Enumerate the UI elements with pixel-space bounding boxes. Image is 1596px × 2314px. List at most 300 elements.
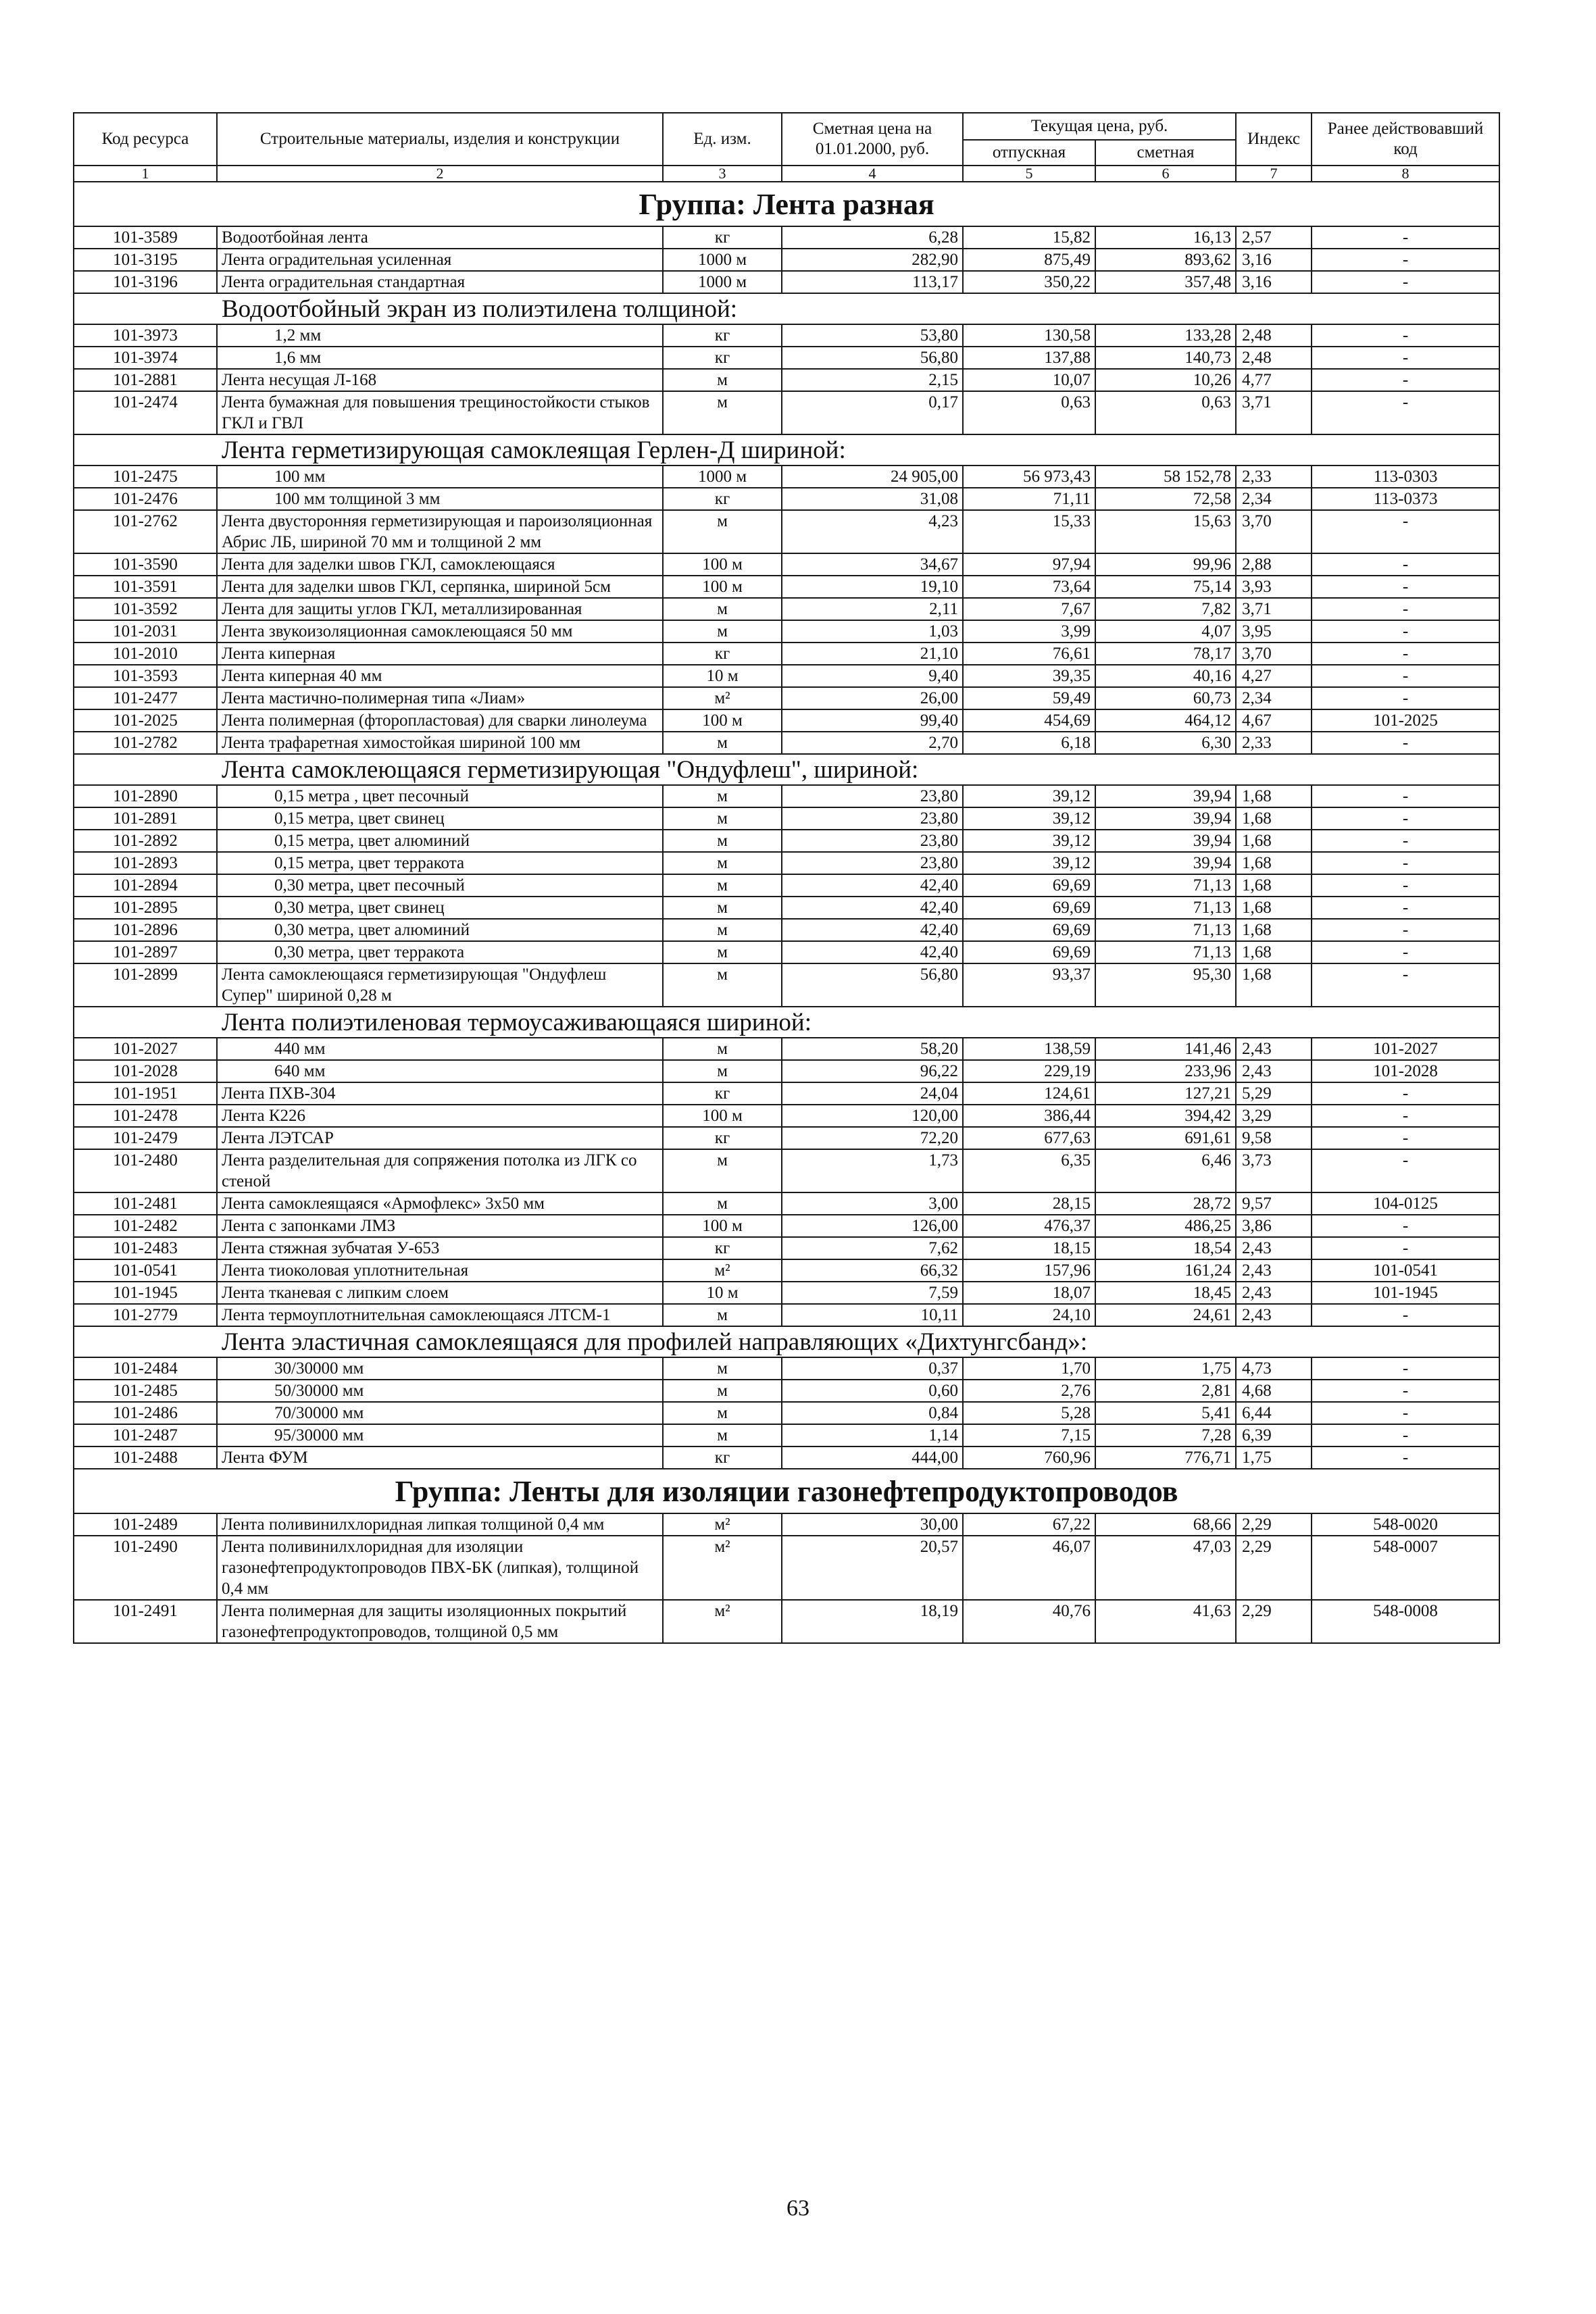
material-name: Лента поливинилхлоридная липкая толщиной 0,4 мм	[217, 1513, 663, 1536]
table-row	[74, 391, 1499, 434]
table-row	[74, 1513, 1499, 1536]
unit-of-measure: кг	[663, 1237, 782, 1259]
previous-code: 101-2027	[1312, 1038, 1499, 1060]
estimate-price: 691,61	[1095, 1127, 1236, 1149]
unit-of-measure: м²	[663, 1259, 782, 1282]
resource-code: 101-2485	[74, 1380, 217, 1402]
column-number: 8	[1312, 166, 1499, 182]
estimate-price: 24,61	[1095, 1304, 1236, 1326]
estimate-price: 18,45	[1095, 1282, 1236, 1304]
resource-code: 101-3593	[74, 665, 217, 687]
table-row	[74, 1149, 1499, 1192]
price-index: 2,43	[1236, 1304, 1312, 1326]
sale-price: 39,35	[963, 665, 1095, 687]
resource-code: 101-2779	[74, 1304, 217, 1326]
price-index: 3,70	[1236, 510, 1312, 553]
previous-code: 113-0303	[1312, 466, 1499, 488]
previous-code: -	[1312, 510, 1499, 553]
group-title: Группа: Ленты для изоляции газонефтепродуктопроводов	[74, 1469, 1499, 1513]
material-name: Лента К226	[217, 1105, 663, 1127]
price-2000: 282,90	[782, 249, 963, 271]
sale-price: 69,69	[963, 874, 1095, 897]
previous-code: 548-0007	[1312, 1536, 1499, 1600]
resource-code: 101-2890	[74, 785, 217, 807]
sale-price: 40,76	[963, 1600, 1095, 1643]
table-row	[74, 226, 1499, 249]
unit-of-measure: кг	[663, 488, 782, 510]
estimate-price: 18,54	[1095, 1237, 1236, 1259]
estimate-price: 39,94	[1095, 785, 1236, 807]
sale-price: 350,22	[963, 271, 1095, 293]
estimate-price: 776,71	[1095, 1447, 1236, 1469]
resource-code: 101-2897	[74, 941, 217, 963]
price-index: 3,70	[1236, 643, 1312, 665]
material-name: 95/30000 мм	[217, 1424, 663, 1447]
price-2000: 0,37	[782, 1357, 963, 1380]
table-row	[74, 807, 1499, 830]
material-name: 50/30000 мм	[217, 1380, 663, 1402]
sale-price: 229,19	[963, 1060, 1095, 1082]
sale-price: 6,18	[963, 732, 1095, 754]
material-name: Лента тканевая с липким слоем	[217, 1282, 663, 1304]
resource-code: 101-2762	[74, 510, 217, 553]
price-2000: 126,00	[782, 1215, 963, 1237]
sale-price: 1,70	[963, 1357, 1095, 1380]
previous-code: -	[1312, 1447, 1499, 1469]
price-2000: 4,23	[782, 510, 963, 553]
unit-of-measure: 100 м	[663, 576, 782, 598]
table-row	[74, 1082, 1499, 1105]
unit-of-measure: м	[663, 1402, 782, 1424]
estimate-price: 72,58	[1095, 488, 1236, 510]
previous-code: -	[1312, 249, 1499, 271]
sale-price: 73,64	[963, 576, 1095, 598]
price-2000: 1,73	[782, 1149, 963, 1192]
sale-price: 59,49	[963, 687, 1095, 709]
material-name: 0,30 метра, цвет терракота	[217, 941, 663, 963]
table-row	[74, 852, 1499, 874]
group-heading-row	[74, 182, 1499, 226]
sale-price: 15,33	[963, 510, 1095, 553]
table-row	[74, 1424, 1499, 1447]
resource-code: 101-2480	[74, 1149, 217, 1192]
subgroup-heading-row	[74, 1326, 1499, 1357]
table-row	[74, 643, 1499, 665]
table-row	[74, 963, 1499, 1007]
sale-price: 18,07	[963, 1282, 1095, 1304]
sale-price: 18,15	[963, 1237, 1095, 1259]
price-index: 1,68	[1236, 874, 1312, 897]
material-name: 0,15 метра, цвет алюминий	[217, 830, 663, 852]
table-row	[74, 830, 1499, 852]
table-row	[74, 941, 1499, 963]
unit-of-measure: м²	[663, 1513, 782, 1536]
price-index: 2,29	[1236, 1600, 1312, 1643]
price-2000: 72,20	[782, 1127, 963, 1149]
price-2000: 6,28	[782, 226, 963, 249]
price-2000: 20,57	[782, 1536, 963, 1600]
price-2000: 26,00	[782, 687, 963, 709]
unit-of-measure: кг	[663, 347, 782, 369]
resource-code: 101-2896	[74, 919, 217, 941]
table-row	[74, 665, 1499, 687]
resource-code: 101-2491	[74, 1600, 217, 1643]
sale-price: 69,69	[963, 919, 1095, 941]
price-index: 6,39	[1236, 1424, 1312, 1447]
price-index: 1,68	[1236, 897, 1312, 919]
estimate-price: 41,63	[1095, 1600, 1236, 1643]
material-name: 0,15 метра, цвет терракота	[217, 852, 663, 874]
previous-code: -	[1312, 1237, 1499, 1259]
price-index: 2,29	[1236, 1536, 1312, 1600]
unit-of-measure: 10 м	[663, 1282, 782, 1304]
resource-code: 101-2028	[74, 1060, 217, 1082]
material-name: Лента разделительная для сопряжения потолка из ЛГК со стеной	[217, 1149, 663, 1192]
previous-code: -	[1312, 897, 1499, 919]
estimate-price: 39,94	[1095, 807, 1236, 830]
price-index: 1,75	[1236, 1447, 1312, 1469]
price-2000: 120,00	[782, 1105, 963, 1127]
material-name: Лента несущая Л-168	[217, 369, 663, 391]
subgroup-heading-row	[74, 293, 1499, 324]
material-name: Лента тиоколовая уплотнительная	[217, 1259, 663, 1282]
previous-code: -	[1312, 598, 1499, 620]
column-number: 7	[1236, 166, 1312, 182]
price-table-sheet	[73, 112, 1499, 1644]
material-name: 70/30000 мм	[217, 1402, 663, 1424]
unit-of-measure: м²	[663, 687, 782, 709]
table-row	[74, 732, 1499, 754]
price-index: 6,44	[1236, 1402, 1312, 1424]
sale-price: 454,69	[963, 709, 1095, 732]
price-table	[73, 112, 1500, 1644]
resource-code: 101-2893	[74, 852, 217, 874]
table-row	[74, 1038, 1499, 1060]
unit-of-measure: м	[663, 620, 782, 643]
table-row	[74, 785, 1499, 807]
resource-code: 101-3590	[74, 553, 217, 576]
sale-price: 476,37	[963, 1215, 1095, 1237]
table-row	[74, 553, 1499, 576]
material-name: 1,2 мм	[217, 324, 663, 347]
price-index: 2,34	[1236, 687, 1312, 709]
subgroup-heading-row	[74, 434, 1499, 466]
unit-of-measure: кг	[663, 226, 782, 249]
unit-of-measure: м	[663, 1060, 782, 1082]
price-index: 1,68	[1236, 785, 1312, 807]
resource-code: 101-2488	[74, 1447, 217, 1469]
price-2000: 0,60	[782, 1380, 963, 1402]
estimate-price: 6,30	[1095, 732, 1236, 754]
price-2000: 7,59	[782, 1282, 963, 1304]
material-name: 0,30 метра, цвет песочный	[217, 874, 663, 897]
price-index: 3,86	[1236, 1215, 1312, 1237]
material-name: Лента ЛЭТСАР	[217, 1127, 663, 1149]
unit-of-measure: 1000 м	[663, 249, 782, 271]
unit-of-measure: м	[663, 1304, 782, 1326]
sale-price: 760,96	[963, 1447, 1095, 1469]
table-row	[74, 1536, 1499, 1600]
table-row	[74, 369, 1499, 391]
material-name: 1,6 мм	[217, 347, 663, 369]
previous-code: -	[1312, 1380, 1499, 1402]
sale-price: 3,99	[963, 620, 1095, 643]
previous-code: -	[1312, 874, 1499, 897]
sale-price: 138,59	[963, 1038, 1095, 1060]
material-name: Лента поливинилхлоридная для изоляции газонефтепродуктопроводов ПВХ-БК (липкая), толщиной 0,4 мм	[217, 1536, 663, 1600]
sale-price: 46,07	[963, 1536, 1095, 1600]
sale-price: 5,28	[963, 1402, 1095, 1424]
table-row	[74, 919, 1499, 941]
estimate-price: 39,94	[1095, 830, 1236, 852]
price-2000: 2,15	[782, 369, 963, 391]
previous-code: -	[1312, 369, 1499, 391]
sale-price: 7,15	[963, 1424, 1095, 1447]
resource-code: 101-3592	[74, 598, 217, 620]
price-2000: 56,80	[782, 347, 963, 369]
estimate-price: 6,46	[1095, 1149, 1236, 1192]
resource-code: 101-3591	[74, 576, 217, 598]
sale-price: 386,44	[963, 1105, 1095, 1127]
resource-code: 101-2484	[74, 1357, 217, 1380]
resource-code: 101-2895	[74, 897, 217, 919]
material-name: Лента для заделки швов ГКЛ, серпянка, шириной 5см	[217, 576, 663, 598]
previous-code: -	[1312, 576, 1499, 598]
sale-price: 875,49	[963, 249, 1095, 271]
material-name: Лента полимерная для защиты изоляционных покрытий газонефтепродуктопроводов, толщиной 0,5 мм	[217, 1600, 663, 1643]
price-index: 4,27	[1236, 665, 1312, 687]
sale-price: 2,76	[963, 1380, 1095, 1402]
resource-code: 101-2891	[74, 807, 217, 830]
price-2000: 18,19	[782, 1600, 963, 1643]
estimate-price: 893,62	[1095, 249, 1236, 271]
previous-code: -	[1312, 1105, 1499, 1127]
price-index: 2,43	[1236, 1259, 1312, 1282]
resource-code: 101-0541	[74, 1259, 217, 1282]
estimate-price: 486,25	[1095, 1215, 1236, 1237]
unit-of-measure: 1000 м	[663, 466, 782, 488]
sale-price: 39,12	[963, 807, 1095, 830]
estimate-price: 99,96	[1095, 553, 1236, 576]
previous-code: -	[1312, 830, 1499, 852]
material-name: 100 мм	[217, 466, 663, 488]
header-sale-price: отпускная	[963, 140, 1095, 166]
subgroup-title: Лента самоклеющаяся герметизирующая "Ондуфлеш", шириной:	[74, 754, 1499, 785]
unit-of-measure: м	[663, 369, 782, 391]
sale-price: 7,67	[963, 598, 1095, 620]
estimate-price: 39,94	[1095, 852, 1236, 874]
unit-of-measure: м	[663, 510, 782, 553]
material-name: 30/30000 мм	[217, 1357, 663, 1380]
resource-code: 101-1951	[74, 1082, 217, 1105]
price-index: 3,16	[1236, 271, 1312, 293]
subgroup-title: Водоотбойный экран из полиэтилена толщиной:	[74, 293, 1499, 324]
table-row	[74, 1259, 1499, 1282]
unit-of-measure: м	[663, 897, 782, 919]
sale-price: 67,22	[963, 1513, 1095, 1536]
resource-code: 101-2782	[74, 732, 217, 754]
sale-price: 124,61	[963, 1082, 1095, 1105]
sale-price: 69,69	[963, 941, 1095, 963]
table-row	[74, 1600, 1499, 1643]
material-name: Лента самоклеющаяся герметизирующая "Ондуфлеш Супер" шириной 0,28 м	[217, 963, 663, 1007]
price-2000: 9,40	[782, 665, 963, 687]
estimate-price: 47,03	[1095, 1536, 1236, 1600]
previous-code: -	[1312, 665, 1499, 687]
previous-code: -	[1312, 643, 1499, 665]
estimate-price: 464,12	[1095, 709, 1236, 732]
price-index: 2,43	[1236, 1038, 1312, 1060]
subgroup-title: Лента герметизирующая самоклеящая Герлен-Д шириной:	[74, 434, 1499, 466]
unit-of-measure: м²	[663, 1536, 782, 1600]
material-name: Лента двусторонняя герметизирующая и пароизоляционная Абрис ЛБ, шириной 70 мм и толщиной 2 мм	[217, 510, 663, 553]
estimate-price: 7,82	[1095, 598, 1236, 620]
price-index: 1,68	[1236, 919, 1312, 941]
price-index: 2,34	[1236, 488, 1312, 510]
price-2000: 56,80	[782, 963, 963, 1007]
unit-of-measure: кг	[663, 1082, 782, 1105]
unit-of-measure: м	[663, 1192, 782, 1215]
header-index: Индекс	[1236, 113, 1312, 166]
price-index: 2,43	[1236, 1237, 1312, 1259]
unit-of-measure: кг	[663, 1447, 782, 1469]
page-number: 63	[787, 2196, 809, 2221]
unit-of-measure: 1000 м	[663, 271, 782, 293]
column-number: 5	[963, 166, 1095, 182]
price-2000: 42,40	[782, 941, 963, 963]
previous-code: -	[1312, 1357, 1499, 1380]
resource-code: 101-2899	[74, 963, 217, 1007]
column-number: 3	[663, 166, 782, 182]
previous-code: -	[1312, 1127, 1499, 1149]
estimate-price: 5,41	[1095, 1402, 1236, 1424]
resource-code: 101-2477	[74, 687, 217, 709]
material-name: 0,15 метра, цвет свинец	[217, 807, 663, 830]
estimate-price: 1,75	[1095, 1357, 1236, 1380]
estimate-price: 133,28	[1095, 324, 1236, 347]
header-previous-code: Ранее действовавший код	[1312, 113, 1499, 166]
price-2000: 1,14	[782, 1424, 963, 1447]
estimate-price: 2,81	[1095, 1380, 1236, 1402]
price-2000: 0,84	[782, 1402, 963, 1424]
table-row	[74, 1192, 1499, 1215]
price-index: 1,68	[1236, 807, 1312, 830]
table-row	[74, 620, 1499, 643]
estimate-price: 15,63	[1095, 510, 1236, 553]
previous-code: 104-0125	[1312, 1192, 1499, 1215]
resource-code: 101-2031	[74, 620, 217, 643]
material-name: 0,30 метра, цвет алюминий	[217, 919, 663, 941]
unit-of-measure: м	[663, 391, 782, 434]
material-name: Лента мастично-полимерная типа «Лиам»	[217, 687, 663, 709]
unit-of-measure: м	[663, 598, 782, 620]
price-2000: 99,40	[782, 709, 963, 732]
price-index: 2,43	[1236, 1060, 1312, 1082]
table-header	[74, 113, 1499, 182]
table-row	[74, 488, 1499, 510]
price-2000: 21,10	[782, 643, 963, 665]
estimate-price: 357,48	[1095, 271, 1236, 293]
table-row	[74, 466, 1499, 488]
resource-code: 101-3973	[74, 324, 217, 347]
previous-code: -	[1312, 807, 1499, 830]
unit-of-measure: 10 м	[663, 665, 782, 687]
previous-code: -	[1312, 1215, 1499, 1237]
material-name: Лента для заделки швов ГКЛ, самоклеющаяся	[217, 553, 663, 576]
previous-code: -	[1312, 785, 1499, 807]
material-name: Лента киперная 40 мм	[217, 665, 663, 687]
price-2000: 58,20	[782, 1038, 963, 1060]
price-index: 2,48	[1236, 324, 1312, 347]
previous-code: -	[1312, 620, 1499, 643]
previous-code: 548-0008	[1312, 1600, 1499, 1643]
subgroup-heading-row	[74, 1007, 1499, 1038]
estimate-price: 7,28	[1095, 1424, 1236, 1447]
table-row	[74, 576, 1499, 598]
price-index: 1,68	[1236, 941, 1312, 963]
resource-code: 101-2892	[74, 830, 217, 852]
estimate-price: 71,13	[1095, 874, 1236, 897]
estimate-price: 78,17	[1095, 643, 1236, 665]
estimate-price: 161,24	[1095, 1259, 1236, 1282]
price-2000: 19,10	[782, 576, 963, 598]
previous-code: 101-2025	[1312, 709, 1499, 732]
price-index: 2,43	[1236, 1282, 1312, 1304]
resource-code: 101-2474	[74, 391, 217, 434]
price-index: 2,48	[1236, 347, 1312, 369]
unit-of-measure: 100 м	[663, 1215, 782, 1237]
resource-code: 101-2881	[74, 369, 217, 391]
unit-of-measure: м	[663, 852, 782, 874]
price-2000: 31,08	[782, 488, 963, 510]
estimate-price: 0,63	[1095, 391, 1236, 434]
table-row	[74, 897, 1499, 919]
price-2000: 42,40	[782, 874, 963, 897]
column-number: 2	[217, 166, 663, 182]
resource-code: 101-1945	[74, 1282, 217, 1304]
unit-of-measure: м	[663, 963, 782, 1007]
table-row	[74, 1282, 1499, 1304]
unit-of-measure: кг	[663, 324, 782, 347]
header-current-price: Текущая цена, руб.	[963, 113, 1236, 140]
material-name: Лента бумажная для повышения трещиностойкости стыков ГКЛ и ГВЛ	[217, 391, 663, 434]
price-2000: 7,62	[782, 1237, 963, 1259]
material-name: Водоотбойная лента	[217, 226, 663, 249]
table-row	[74, 271, 1499, 293]
sale-price: 69,69	[963, 897, 1095, 919]
price-index: 9,58	[1236, 1127, 1312, 1149]
price-2000: 23,80	[782, 852, 963, 874]
estimate-price: 10,26	[1095, 369, 1236, 391]
price-2000: 42,40	[782, 919, 963, 941]
unit-of-measure: м	[663, 732, 782, 754]
table-row	[74, 347, 1499, 369]
resource-code: 101-2479	[74, 1127, 217, 1149]
resource-code: 101-2489	[74, 1513, 217, 1536]
price-index: 4,77	[1236, 369, 1312, 391]
material-name: Лента термоуплотнительная самоклеющаяся ЛТСМ-1	[217, 1304, 663, 1326]
material-name: Лента оградительная стандартная	[217, 271, 663, 293]
table-row	[74, 324, 1499, 347]
sale-price: 6,35	[963, 1149, 1095, 1192]
unit-of-measure: м	[663, 874, 782, 897]
price-2000: 113,17	[782, 271, 963, 293]
previous-code: -	[1312, 1402, 1499, 1424]
material-name: Лента звукоизоляционная самоклеющаяся 50 мм	[217, 620, 663, 643]
unit-of-measure: м	[663, 941, 782, 963]
column-number: 6	[1095, 166, 1236, 182]
column-number: 1	[74, 166, 217, 182]
